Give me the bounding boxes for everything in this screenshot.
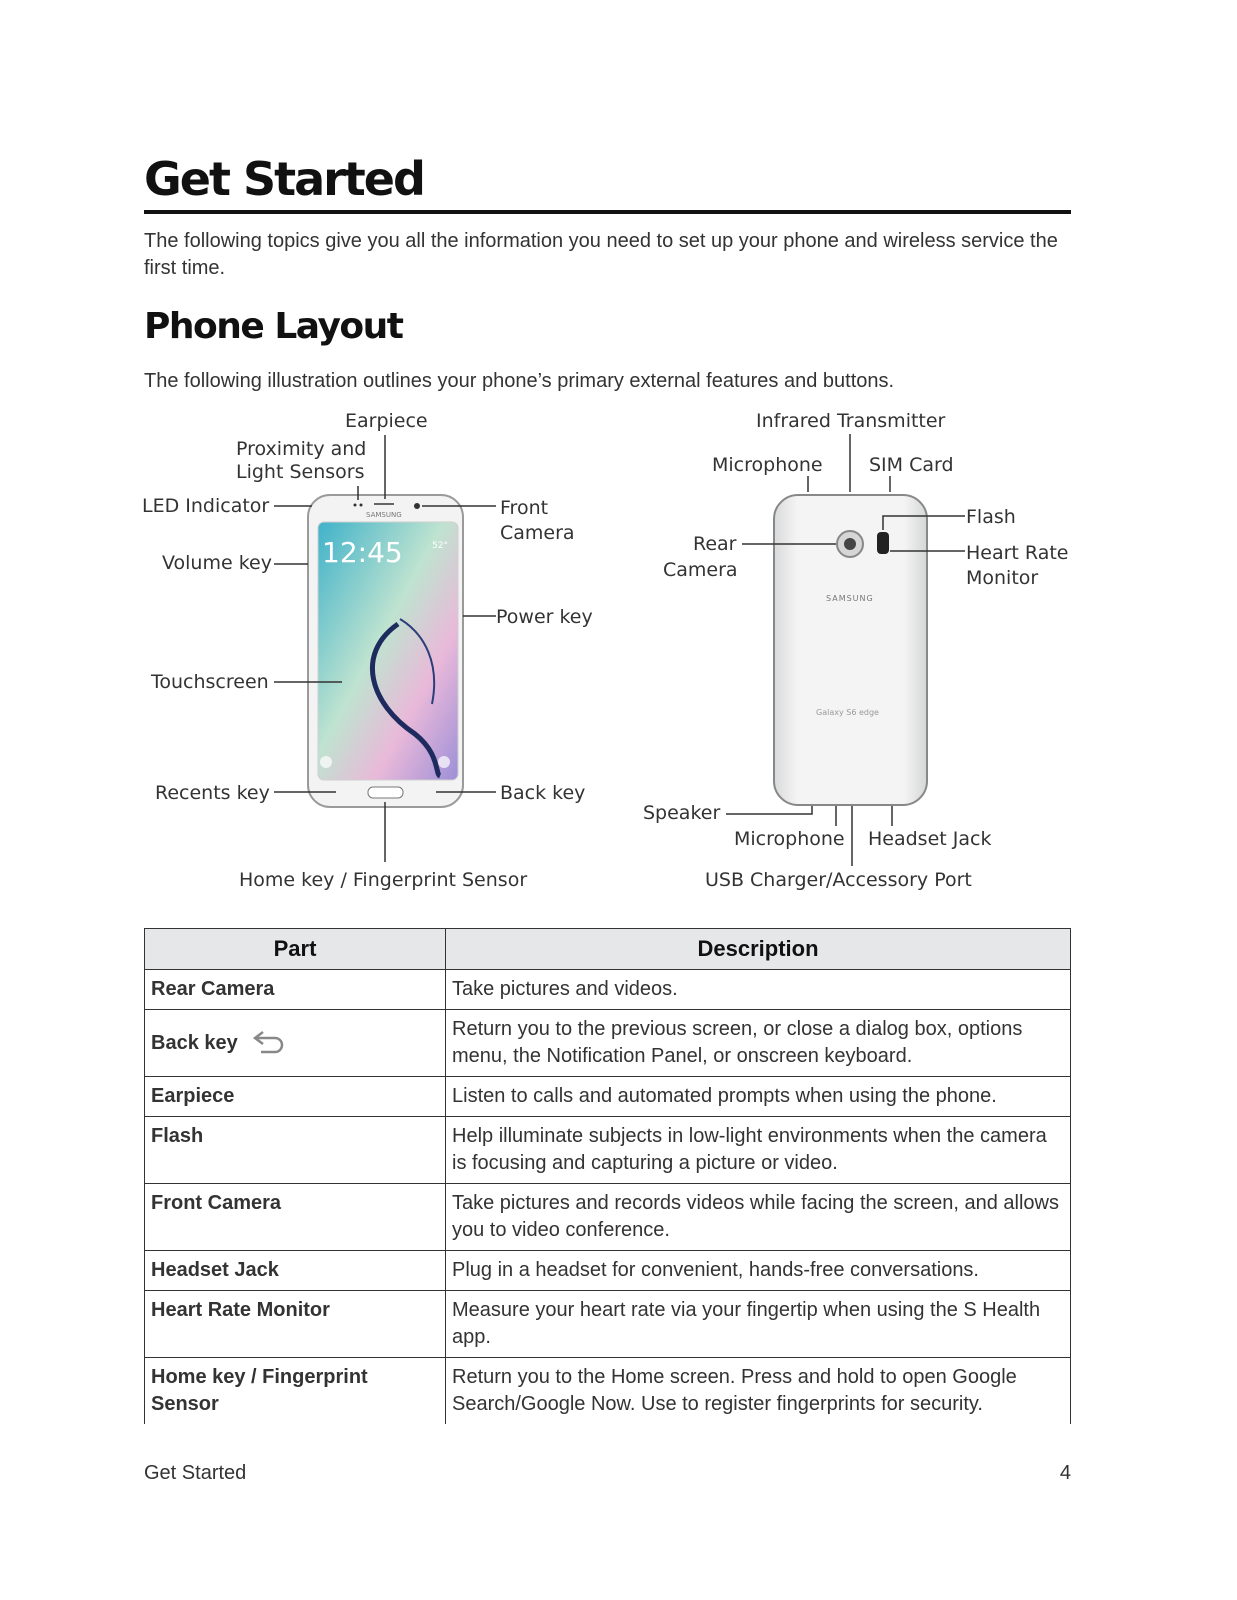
description-cell: Return you to the previous screen, or close a dialog box, options menu, the Notification Panel, or onscreen keyboard. <box>446 1010 1071 1077</box>
earpiece-slot <box>374 503 394 505</box>
label-front-camera-1: Front <box>500 497 549 519</box>
label-led: LED Indicator <box>142 495 270 517</box>
label-heart-2: Monitor <box>966 567 1039 589</box>
label-proximity-2: Light Sensors <box>236 461 365 483</box>
section-title: Phone Layout <box>144 306 403 347</box>
part-cell: Home key / Fingerprint Sensor <box>145 1358 446 1425</box>
footer-section: Get Started <box>144 1462 247 1484</box>
rear-phone <box>774 495 927 805</box>
table-row <box>145 1010 1071 1077</box>
label-headset: Headset Jack <box>868 828 992 850</box>
label-rear-camera-2: Camera <box>663 559 738 581</box>
part-cell: Rear Camera <box>145 970 446 1010</box>
section-intro: The following illustration outlines your phone’s primary external features and buttons. <box>144 370 895 392</box>
table-row <box>145 1358 1071 1425</box>
table-row <box>145 1251 1071 1291</box>
label-flash: Flash <box>966 506 1016 528</box>
label-back: Back key <box>500 782 586 804</box>
table-row <box>145 1077 1071 1117</box>
label-home: Home key / Fingerprint Sensor <box>239 869 528 891</box>
page-title: Get Started <box>144 152 424 206</box>
intro-paragraph: The following topics give you all the information you need to set up your phone and wireless service the first time. <box>144 230 1058 279</box>
screen-time: 12:45 <box>322 536 403 569</box>
parts-table <box>144 928 1071 1424</box>
description-cell: Plug in a headset for convenient, hands-free conversations. <box>446 1251 1071 1291</box>
screen-temp: 52° <box>432 541 448 551</box>
description-cell: Take pictures and records videos while facing the screen, and allows you to video conference. <box>446 1184 1071 1251</box>
home-key-icon <box>368 787 403 798</box>
description-cell: Measure your heart rate via your fingertip when using the S Health app. <box>446 1291 1071 1358</box>
description-cell: Return you to the Home screen. Press and hold to open Google Search/Google Now. Use to register fingerprints for security. <box>446 1358 1071 1425</box>
label-proximity-1: Proximity and <box>236 438 367 460</box>
label-earpiece: Earpiece <box>345 410 428 432</box>
label-front-camera-2: Camera <box>500 522 575 544</box>
front-camera-lens <box>414 503 420 509</box>
label-usb: USB Charger/Accessory Port <box>705 869 972 891</box>
label-touchscreen: Touchscreen <box>151 671 269 693</box>
part-cell: Heart Rate Monitor <box>145 1291 446 1358</box>
label-microphone-bottom: Microphone <box>734 828 845 850</box>
part-cell: Flash <box>145 1117 446 1184</box>
description-cell: Take pictures and videos. <box>446 970 1071 1010</box>
part-cell: Front Camera <box>145 1184 446 1251</box>
label-infrared: Infrared Transmitter <box>756 410 946 432</box>
part-cell <box>145 1010 446 1077</box>
part-label: Back key <box>151 1031 238 1054</box>
rear-brand: SAMSUNG <box>826 594 874 603</box>
description-cell: Listen to calls and automated prompts when using the phone. <box>446 1077 1071 1117</box>
label-sim: SIM Card <box>869 454 954 476</box>
table-row <box>145 1117 1071 1184</box>
rear-model: Galaxy S6 edge <box>816 708 879 717</box>
label-heart-1: Heart Rate <box>966 542 1069 564</box>
flash-sensor <box>877 532 889 554</box>
front-phone <box>308 495 463 807</box>
phone-layout-illustration <box>140 404 1080 904</box>
label-volume: Volume key <box>162 552 272 574</box>
app-icon <box>438 756 450 768</box>
table-row <box>145 970 1071 1010</box>
phone-layout-figure <box>140 404 1080 904</box>
header-part: Part <box>145 929 446 970</box>
header-description: Description <box>446 929 1071 970</box>
label-microphone-top: Microphone <box>712 454 823 476</box>
table-header-row <box>145 929 1071 970</box>
description-cell: Help illuminate subjects in low-light environments when the camera is focusing and capturing a picture or video. <box>446 1117 1071 1184</box>
label-speaker: Speaker <box>643 802 721 824</box>
label-rear-camera-1: Rear <box>693 533 737 555</box>
screen-brand: SAMSUNG <box>366 511 402 519</box>
page-number: 4 <box>1059 1462 1071 1484</box>
label-power: Power key <box>496 606 593 628</box>
title-rule <box>144 210 1071 214</box>
table-row <box>145 1184 1071 1251</box>
part-cell: Earpiece <box>145 1077 446 1117</box>
phone-app-icon <box>320 756 332 768</box>
back-arrow-icon <box>249 1030 285 1056</box>
label-recents: Recents key <box>155 782 270 804</box>
table-row <box>145 1291 1071 1358</box>
part-cell: Headset Jack <box>145 1251 446 1291</box>
